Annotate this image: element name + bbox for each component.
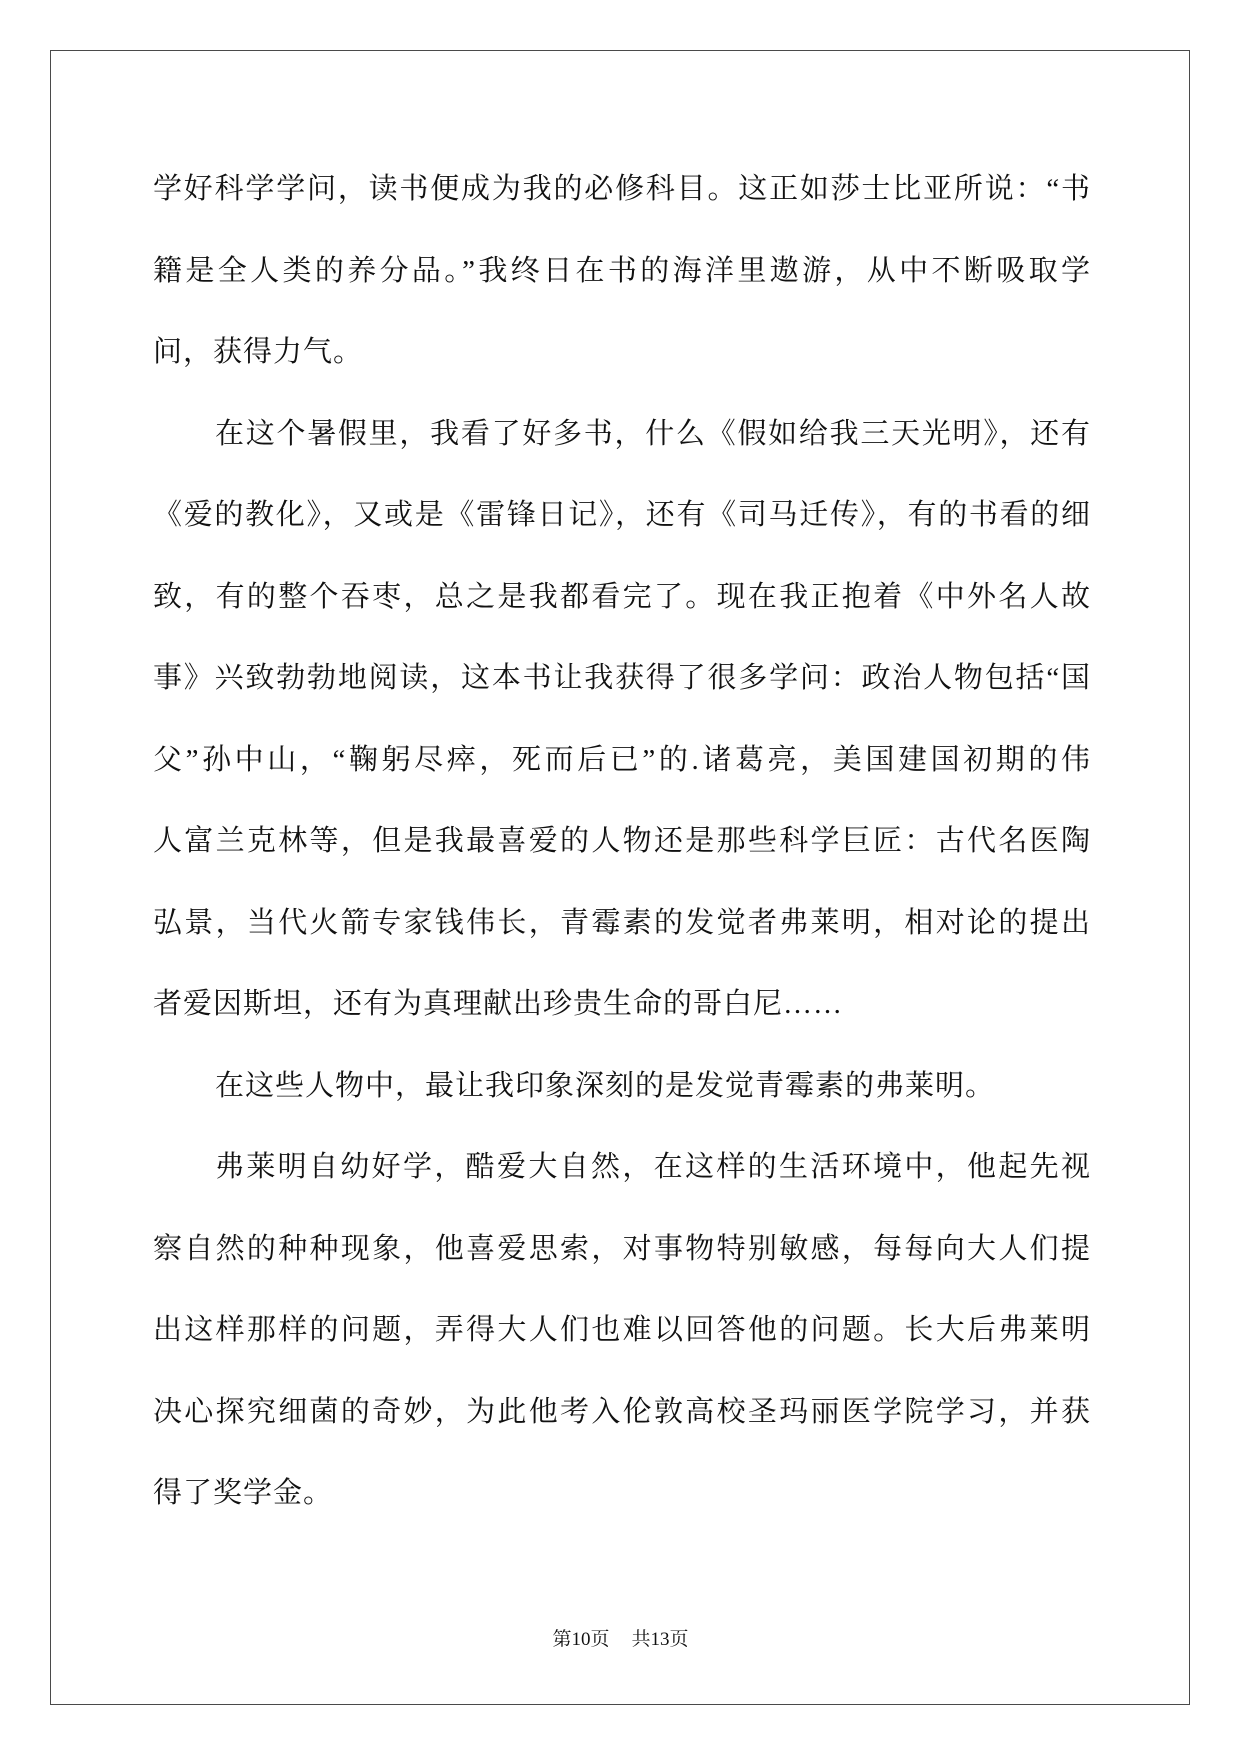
text-line: 父”孙中山，“鞠躬尽瘁，死而后已”的.诸葛亮，美国建国初期的伟 bbox=[153, 743, 1090, 776]
paragraph bbox=[153, 394, 1090, 1046]
text-line: 察自然的种种现象，他喜爱思索，对事物特别敏感，每每向大人们提 bbox=[153, 1232, 1090, 1265]
text-line: 致，有的整个吞枣，总之是我都看完了。现在我正抱着《中外名人故 bbox=[153, 580, 1090, 613]
text-line: 在这些人物中，最让我印象深刻的是发觉青霉素的弗莱明。 bbox=[215, 1069, 996, 1102]
text-line: 得了奖学金。 bbox=[153, 1477, 334, 1509]
text-line: 决心探究细菌的奇妙，为此他考入伦敦高校圣玛丽医学院学习，并获 bbox=[153, 1395, 1090, 1428]
text-line: 问，获得力气。 bbox=[153, 336, 364, 368]
text-line: 《爱的教化》，又或是《雷锋日记》，还有《司马迁传》，有的书看的细 bbox=[153, 499, 1090, 531]
text-line: 事》兴致勃勃地阅读，这本书让我获得了很多学问：政治人物包括“国 bbox=[153, 662, 1090, 694]
text-line: 出这样那样的问题，弄得大人们也难以回答他的问题。长大后弗莱明 bbox=[153, 1314, 1090, 1346]
page-footer bbox=[0, 1626, 1241, 1654]
text-line: 弗莱明自幼好学，酷爱大自然，在这样的生活环境中，他起先视 bbox=[215, 1151, 1090, 1183]
text-line: 籍是全人类的养分品。”我终日在书的海洋里遨游，从中不断吸取学 bbox=[153, 254, 1090, 287]
text-line: 学好科学学问，读书便成为我的必修科目。这正如莎士比亚所说：“书 bbox=[153, 173, 1090, 205]
paragraph bbox=[153, 1046, 1090, 1128]
paragraph bbox=[153, 1127, 1090, 1535]
text-line: 者爱因斯坦，还有为真理献出珍贵生命的哥白尼…… bbox=[153, 988, 844, 1020]
current-page-label: 第10页 bbox=[552, 1629, 610, 1650]
text-line: 人富兰克林等，但是我最喜爱的人物还是那些科学巨匠：古代名医陶 bbox=[153, 825, 1090, 857]
document-body bbox=[153, 149, 1090, 1535]
text-line: 弘景，当代火箭专家钱伟长，青霉素的发觉者弗莱明，相对论的提出 bbox=[153, 906, 1090, 939]
text-line: 在这个暑假里，我看了好多书，什么《假如给我三天光明》，还有 bbox=[215, 417, 1090, 450]
total-pages-label: 共13页 bbox=[631, 1629, 689, 1650]
paragraph bbox=[153, 149, 1090, 394]
